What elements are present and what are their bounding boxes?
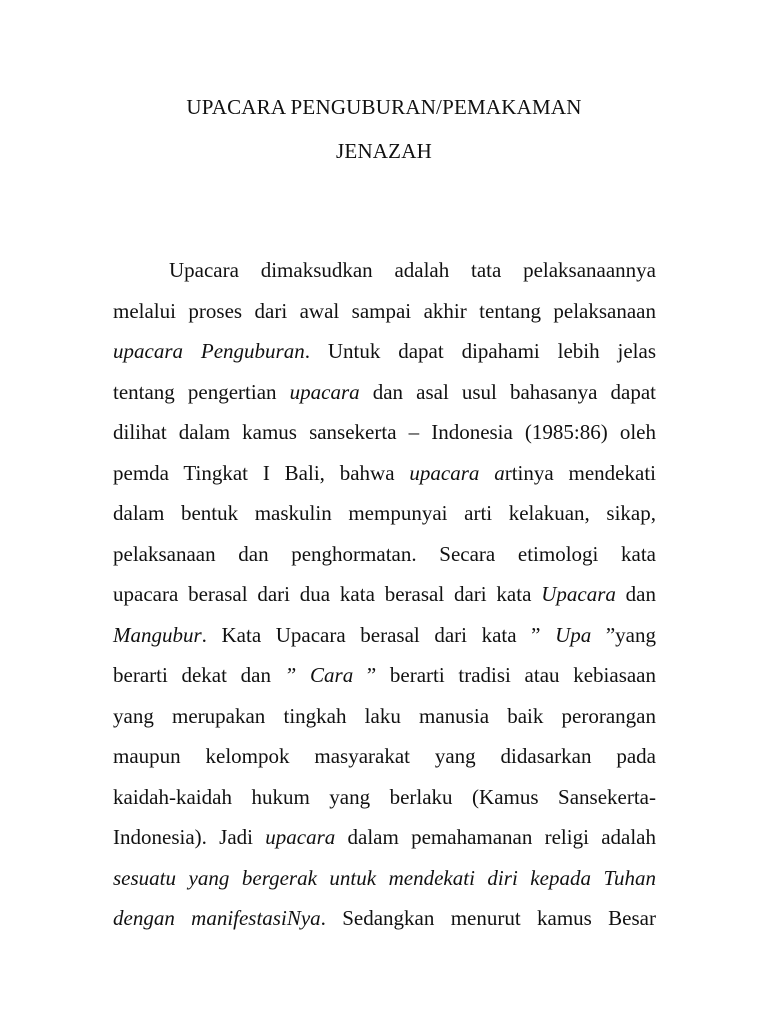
text-run: yang merupakan tingkah laku manusia baik perorangan: [113, 703, 656, 728]
italic-text-run: Upa: [555, 622, 592, 647]
text-run: dilihat dalam kamus sansekerta – Indonesia (1985:86) oleh: [113, 420, 656, 444]
paragraph-line: [113, 542, 656, 583]
paragraph-line: [113, 461, 656, 502]
paragraph-line: [113, 704, 656, 745]
paragraph-line: [113, 623, 656, 664]
paragraph-line: [113, 663, 656, 704]
italic-text-run: upacara Penguburan: [113, 339, 305, 363]
paragraph-line: [113, 420, 656, 461]
text-run: dalam bentuk maskulin mempunyai arti kelakuan, sikap,: [113, 501, 656, 525]
text-run: pelaksanaan dan penghormatan. Secara etimologi kata: [113, 541, 656, 566]
text-run: maupun kelompok masyarakat yang didasarkan pada: [113, 744, 656, 768]
text-run: melalui proses dari awal sampai akhir tentang pelaksanaan: [113, 298, 656, 323]
text-run: . Sedangkan menurut kamus Besar: [320, 906, 656, 930]
text-run: tentang pengertian: [113, 379, 290, 404]
paragraph-line: [113, 906, 656, 947]
text-run: dan asal usul bahasanya dapat: [359, 379, 656, 404]
text-run: ” berarti tradisi atau kebiasaan: [353, 663, 657, 687]
italic-text-run: sesuatu yang bergerak untuk mendekati diri kepada Tuhan: [113, 865, 656, 890]
paragraph-line: [113, 825, 656, 866]
italic-text-run: upacara: [289, 379, 360, 404]
text-run: rtinya mendekati: [504, 460, 656, 485]
text-run: ”yang: [591, 622, 656, 647]
paragraph-line: [113, 339, 656, 380]
paragraph-line: [113, 866, 656, 907]
text-run: dalam pemahamanan religi adalah: [335, 825, 656, 849]
paragraph-line: [113, 744, 656, 785]
text-run: pemda Tingkat I Bali, bahwa: [113, 460, 410, 485]
body-paragraph: [113, 258, 656, 947]
paragraph-line: [113, 380, 656, 421]
italic-text-run: upacara: [265, 825, 336, 849]
paragraph-line: [113, 785, 656, 826]
document-title-line-2: JENAZAH: [336, 139, 432, 163]
italic-text-run: ” Cara: [284, 663, 354, 687]
italic-text-run: dengan manifestasiNya: [113, 906, 321, 930]
italic-text-run: Upacara: [541, 582, 616, 606]
text-run: . Kata Upacara berasal dari kata ”: [201, 622, 556, 647]
paragraph-line: [113, 582, 656, 623]
italic-text-run: upacara a: [409, 460, 505, 485]
paragraph-line: [113, 258, 656, 299]
text-run: upacara berasal dari dua kata berasal dari kata: [113, 582, 542, 606]
paragraph-line: [113, 299, 656, 340]
text-run: Indonesia). Jadi: [113, 825, 266, 849]
document-title-line-1: UPACARA PENGUBURAN/PEMAKAMAN: [186, 95, 582, 119]
text-run: kaidah-kaidah hukum yang berlaku (Kamus Sansekerta-: [113, 784, 656, 809]
text-run: Upacara dimaksudkan adalah tata pelaksanaannya: [169, 258, 656, 282]
text-run: berarti dekat dan: [113, 663, 285, 687]
text-run: dan: [615, 582, 656, 606]
italic-text-run: Mangubur: [113, 622, 202, 647]
paragraph-line: [113, 501, 656, 542]
text-run: . Untuk dapat dipahami lebih jelas: [304, 339, 656, 363]
